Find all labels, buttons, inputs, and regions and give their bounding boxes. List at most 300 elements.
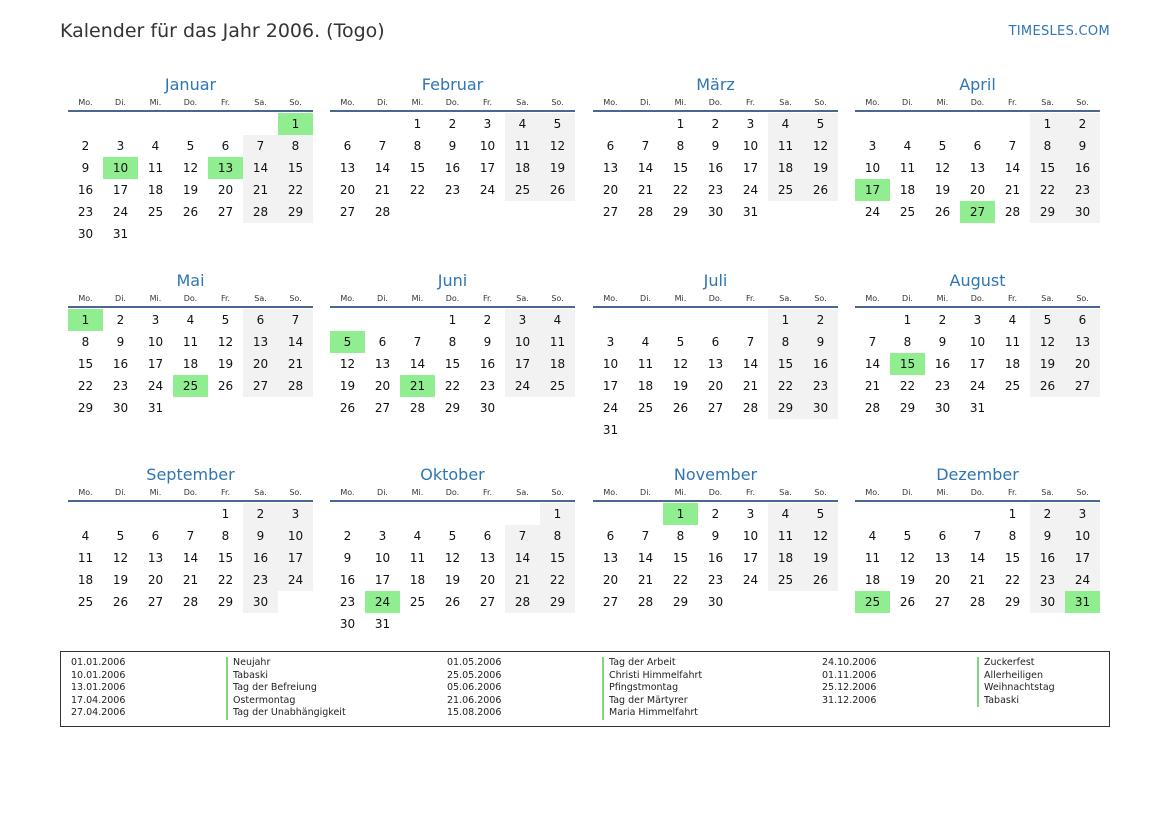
weekday-label: Fr. xyxy=(220,488,231,497)
weekday-label: Fr. xyxy=(1007,294,1018,303)
day-cell: 5 xyxy=(1030,309,1065,331)
weekday-label: Di. xyxy=(640,294,651,303)
day-cell: 2 xyxy=(1030,503,1065,525)
weekday-header xyxy=(68,96,313,112)
day-cell: 20 xyxy=(243,353,278,375)
day-cell: 12 xyxy=(339,357,356,371)
weekday-label: Mo. xyxy=(78,98,93,107)
weekday-label: Sa. xyxy=(1041,294,1054,303)
weekday-label: Fr. xyxy=(745,488,756,497)
day-cell: 24 xyxy=(479,183,496,197)
empty-cell xyxy=(400,309,435,331)
day-cell: 4 xyxy=(903,139,912,153)
day-cell: 30 xyxy=(243,591,278,613)
weekday-label: Sa. xyxy=(516,488,529,497)
weekday-label: Mi. xyxy=(149,98,162,107)
day-cell: 27 xyxy=(479,595,496,609)
day-cell: 17 xyxy=(147,357,164,371)
weekday-label: Do. xyxy=(445,488,460,497)
weekday-label: Di. xyxy=(902,488,913,497)
day-cell: 6 xyxy=(606,139,615,153)
day-cell: 1 xyxy=(413,117,422,131)
day-cell: 16 xyxy=(479,357,496,371)
day-cell: 23 xyxy=(444,183,461,197)
holiday-date: 31.12.2006 xyxy=(822,694,877,706)
day-cell: 27 xyxy=(374,401,391,415)
weekday-label: Mi. xyxy=(411,294,424,303)
day-cell: 5 xyxy=(676,335,685,349)
day-grid xyxy=(68,309,313,419)
weekday-label: Sa. xyxy=(1041,488,1054,497)
empty-cell xyxy=(855,309,890,331)
weekday-label: Mo. xyxy=(603,294,618,303)
holiday-day: 1 xyxy=(278,113,313,135)
day-cell: 6 xyxy=(243,309,278,331)
weekday-label: Di. xyxy=(902,98,913,107)
day-cell: 7 xyxy=(973,529,982,543)
month-juni xyxy=(330,270,575,419)
weekday-label: Do. xyxy=(708,488,723,497)
day-cell: 19 xyxy=(182,183,199,197)
day-cell: 4 xyxy=(540,309,575,331)
holiday-name: Tag der Befreiung xyxy=(226,682,317,695)
weekday-label: So. xyxy=(1076,98,1089,107)
day-cell: 29 xyxy=(540,591,575,613)
day-cell: 29 xyxy=(444,401,461,415)
day-cell: 6 xyxy=(711,335,720,349)
day-cell: 9 xyxy=(81,161,90,175)
day-cell: 8 xyxy=(903,335,912,349)
month-name: Juni xyxy=(437,271,468,290)
weekday-label: Mo. xyxy=(603,98,618,107)
day-cell: 27 xyxy=(147,595,164,609)
day-cell: 26 xyxy=(339,401,356,415)
day-cell: 30 xyxy=(707,205,724,219)
holiday-date: 01.01.2006 xyxy=(71,657,126,668)
day-cell: 26 xyxy=(934,205,951,219)
day-cell: 22 xyxy=(278,179,313,201)
day-cell: 31 xyxy=(374,617,391,631)
day-cell: 5 xyxy=(448,529,457,543)
day-cell: 4 xyxy=(768,113,803,135)
day-cell: 12 xyxy=(540,135,575,157)
day-cell: 7 xyxy=(641,529,650,543)
day-cell: 28 xyxy=(182,595,199,609)
day-cell: 8 xyxy=(1008,529,1017,543)
day-cell: 11 xyxy=(147,161,164,175)
day-cell: 15 xyxy=(444,357,461,371)
day-cell: 21 xyxy=(637,183,654,197)
day-cell: 11 xyxy=(637,357,654,371)
weekday-label: Do. xyxy=(708,294,723,303)
weekday-label: Sa. xyxy=(779,98,792,107)
weekday-header xyxy=(855,486,1100,502)
day-cell: 28 xyxy=(278,375,313,397)
day-cell: 1 xyxy=(1030,113,1065,135)
holiday-list xyxy=(60,651,1110,727)
empty-cell xyxy=(68,113,103,135)
day-cell: 4 xyxy=(641,335,650,349)
day-cell: 27 xyxy=(934,595,951,609)
day-cell: 30 xyxy=(77,227,94,241)
day-cell: 14 xyxy=(1004,161,1021,175)
day-cell: 31 xyxy=(969,401,986,415)
day-cell: 9 xyxy=(483,335,492,349)
holiday-day: 24 xyxy=(365,591,400,613)
weekday-label: Di. xyxy=(115,488,126,497)
day-cell: 1 xyxy=(448,313,457,327)
weekday-label: Fr. xyxy=(482,488,493,497)
day-cell: 2 xyxy=(116,313,125,327)
day-cell: 29 xyxy=(278,201,313,223)
day-cell: 20 xyxy=(217,183,234,197)
day-cell: 14 xyxy=(505,547,540,569)
day-cell: 27 xyxy=(243,375,278,397)
day-cell: 12 xyxy=(182,161,199,175)
day-cell: 21 xyxy=(1004,183,1021,197)
day-cell: 2 xyxy=(483,313,492,327)
day-cell: 8 xyxy=(278,135,313,157)
day-cell: 30 xyxy=(1030,591,1065,613)
weekday-label: Do. xyxy=(708,98,723,107)
day-cell: 14 xyxy=(864,357,881,371)
holiday-name: Tag der Märtyrer xyxy=(602,695,688,708)
day-cell: 13 xyxy=(602,551,619,565)
holiday-date: 01.11.2006 xyxy=(822,669,877,681)
weekday-label: Fr. xyxy=(220,98,231,107)
month-märz xyxy=(593,74,838,223)
month-januar xyxy=(68,74,313,245)
day-cell: 2 xyxy=(803,309,838,331)
day-cell: 12 xyxy=(803,525,838,547)
day-cell: 22 xyxy=(1004,573,1021,587)
day-cell: 25 xyxy=(77,595,94,609)
day-cell: 27 xyxy=(217,205,234,219)
day-cell: 10 xyxy=(742,529,759,543)
day-cell: 4 xyxy=(413,529,422,543)
day-cell: 30 xyxy=(803,397,838,419)
day-cell: 28 xyxy=(243,201,278,223)
day-cell: 13 xyxy=(147,551,164,565)
day-cell: 8 xyxy=(540,525,575,547)
month-april xyxy=(855,74,1100,223)
day-cell: 26 xyxy=(217,379,234,393)
day-cell: 20 xyxy=(147,573,164,587)
day-cell: 16 xyxy=(1030,547,1065,569)
day-cell: 4 xyxy=(186,313,195,327)
day-cell: 19 xyxy=(899,573,916,587)
empty-cell xyxy=(138,503,173,525)
day-cell: 28 xyxy=(864,401,881,415)
month-juli xyxy=(593,270,838,441)
day-cell: 1 xyxy=(903,313,912,327)
day-cell: 17 xyxy=(742,551,759,565)
day-cell: 14 xyxy=(243,157,278,179)
day-cell: 9 xyxy=(1030,525,1065,547)
day-cell: 3 xyxy=(1065,503,1100,525)
weekday-label: Do. xyxy=(970,98,985,107)
month-name: Dezember xyxy=(936,465,1019,484)
day-cell: 13 xyxy=(243,331,278,353)
month-mai xyxy=(68,270,313,419)
weekday-label: Mi. xyxy=(674,488,687,497)
weekday-label: Mi. xyxy=(674,98,687,107)
day-cell: 7 xyxy=(746,335,755,349)
empty-cell xyxy=(733,309,768,331)
day-cell: 10 xyxy=(969,335,986,349)
weekday-label: So. xyxy=(289,294,302,303)
empty-cell xyxy=(470,503,505,525)
day-cell: 14 xyxy=(742,357,759,371)
empty-cell xyxy=(330,113,365,135)
day-cell: 15 xyxy=(278,157,313,179)
day-cell: 22 xyxy=(899,379,916,393)
day-cell: 23 xyxy=(112,379,129,393)
weekday-label: Mi. xyxy=(149,294,162,303)
day-cell: 10 xyxy=(1065,525,1100,547)
day-cell: 23 xyxy=(707,183,724,197)
day-cell: 1 xyxy=(676,117,685,131)
empty-cell xyxy=(890,113,925,135)
weekday-label: Do. xyxy=(183,98,198,107)
weekday-label: Di. xyxy=(377,294,388,303)
day-cell: 13 xyxy=(934,551,951,565)
empty-cell xyxy=(855,113,890,135)
day-cell: 25 xyxy=(1004,379,1021,393)
day-cell: 20 xyxy=(602,183,619,197)
weekday-label: So. xyxy=(551,294,564,303)
weekday-label: Di. xyxy=(115,98,126,107)
day-cell: 12 xyxy=(444,551,461,565)
day-cell: 22 xyxy=(77,379,94,393)
weekday-label: Fr. xyxy=(482,98,493,107)
day-cell: 6 xyxy=(221,139,230,153)
day-cell: 27 xyxy=(1065,375,1100,397)
month-name: Juli xyxy=(703,271,728,290)
day-cell: 24 xyxy=(742,183,759,197)
day-cell: 22 xyxy=(217,573,234,587)
day-cell: 19 xyxy=(444,573,461,587)
day-cell: 13 xyxy=(1065,331,1100,353)
holiday-date: 10.01.2006 xyxy=(71,669,126,681)
day-cell: 15 xyxy=(672,161,689,175)
day-cell: 17 xyxy=(112,183,129,197)
empty-cell xyxy=(103,503,138,525)
day-cell: 23 xyxy=(339,595,356,609)
day-cell: 7 xyxy=(243,135,278,157)
day-cell: 9 xyxy=(448,139,457,153)
day-cell: 14 xyxy=(637,161,654,175)
day-cell: 25 xyxy=(505,179,540,201)
day-cell: 9 xyxy=(116,335,125,349)
weekday-label: Mo. xyxy=(340,98,355,107)
day-cell: 26 xyxy=(672,401,689,415)
month-name: August xyxy=(949,271,1006,290)
day-cell: 3 xyxy=(868,139,877,153)
day-cell: 24 xyxy=(112,205,129,219)
day-cell: 16 xyxy=(803,353,838,375)
day-cell: 8 xyxy=(413,139,422,153)
day-cell: 26 xyxy=(899,595,916,609)
day-cell: 19 xyxy=(803,547,838,569)
day-cell: 18 xyxy=(768,157,803,179)
day-cell: 3 xyxy=(378,529,387,543)
day-cell: 15 xyxy=(540,547,575,569)
day-cell: 21 xyxy=(969,573,986,587)
day-cell: 12 xyxy=(217,335,234,349)
day-cell: 15 xyxy=(672,551,689,565)
day-cell: 3 xyxy=(483,117,492,131)
month-name: Januar xyxy=(164,75,217,94)
weekday-label: Mi. xyxy=(149,488,162,497)
day-cell: 7 xyxy=(1008,139,1017,153)
day-cell: 4 xyxy=(768,503,803,525)
empty-cell xyxy=(365,113,400,135)
empty-cell xyxy=(628,503,663,525)
empty-cell xyxy=(330,503,365,525)
day-cell: 21 xyxy=(742,379,759,393)
day-cell: 5 xyxy=(186,139,195,153)
day-cell: 18 xyxy=(182,357,199,371)
day-cell: 10 xyxy=(374,551,391,565)
day-cell: 20 xyxy=(1065,353,1100,375)
day-cell: 16 xyxy=(339,573,356,587)
day-cell: 7 xyxy=(186,529,195,543)
day-cell: 20 xyxy=(374,379,391,393)
weekday-header xyxy=(68,486,313,502)
day-cell: 11 xyxy=(77,551,94,565)
empty-cell xyxy=(593,113,628,135)
holiday-day: 25 xyxy=(855,591,890,613)
day-cell: 26 xyxy=(444,595,461,609)
weekday-label: Di. xyxy=(640,488,651,497)
day-cell: 13 xyxy=(969,161,986,175)
day-cell: 25 xyxy=(540,375,575,397)
holiday-date: 25.05.2006 xyxy=(447,669,502,681)
weekday-label: Mi. xyxy=(674,294,687,303)
day-cell: 3 xyxy=(746,507,755,521)
day-cell: 21 xyxy=(278,353,313,375)
day-cell: 9 xyxy=(343,551,352,565)
day-cell: 19 xyxy=(217,357,234,371)
day-cell: 23 xyxy=(243,569,278,591)
day-cell: 2 xyxy=(1065,113,1100,135)
day-cell: 16 xyxy=(707,551,724,565)
day-cell: 25 xyxy=(768,569,803,591)
weekday-label: Fr. xyxy=(1007,98,1018,107)
day-cell: 1 xyxy=(540,503,575,525)
month-februar xyxy=(330,74,575,223)
weekday-header xyxy=(593,292,838,308)
day-grid xyxy=(593,503,838,613)
holiday-name: Pfingstmontag xyxy=(602,682,678,695)
day-cell: 3 xyxy=(606,335,615,349)
weekday-label: Sa. xyxy=(254,488,267,497)
weekday-label: Fr. xyxy=(482,294,493,303)
day-cell: 9 xyxy=(711,529,720,543)
weekday-header xyxy=(593,96,838,112)
empty-cell xyxy=(173,503,208,525)
empty-cell xyxy=(400,503,435,525)
empty-cell xyxy=(330,309,365,331)
day-cell: 11 xyxy=(768,135,803,157)
day-cell: 13 xyxy=(339,161,356,175)
brand-link[interactable]: TIMESLES.COM xyxy=(1008,24,1110,39)
holiday-name: Ostermontag xyxy=(226,695,295,708)
empty-cell xyxy=(628,113,663,135)
weekday-label: Mo. xyxy=(340,488,355,497)
holiday-day: 15 xyxy=(890,353,925,375)
day-cell: 12 xyxy=(899,551,916,565)
day-cell: 28 xyxy=(374,205,391,219)
day-cell: 28 xyxy=(505,591,540,613)
day-cell: 23 xyxy=(803,375,838,397)
day-cell: 7 xyxy=(278,309,313,331)
empty-cell xyxy=(925,503,960,525)
day-cell: 30 xyxy=(1065,201,1100,223)
day-cell: 22 xyxy=(1030,179,1065,201)
day-cell: 9 xyxy=(711,139,720,153)
day-cell: 24 xyxy=(969,379,986,393)
day-cell: 15 xyxy=(217,551,234,565)
day-grid xyxy=(330,113,575,223)
day-cell: 30 xyxy=(479,401,496,415)
day-cell: 5 xyxy=(221,313,230,327)
day-cell: 3 xyxy=(151,313,160,327)
weekday-label: Do. xyxy=(445,294,460,303)
day-cell: 4 xyxy=(81,529,90,543)
weekday-header xyxy=(68,292,313,308)
day-cell: 6 xyxy=(483,529,492,543)
day-cell: 3 xyxy=(505,309,540,331)
day-cell: 18 xyxy=(505,157,540,179)
holiday-day: 1 xyxy=(663,503,698,525)
day-cell: 26 xyxy=(112,595,129,609)
empty-cell xyxy=(505,503,540,525)
day-cell: 10 xyxy=(505,331,540,353)
day-cell: 6 xyxy=(973,139,982,153)
day-cell: 23 xyxy=(1030,569,1065,591)
day-cell: 3 xyxy=(116,139,125,153)
day-cell: 29 xyxy=(899,401,916,415)
day-cell: 11 xyxy=(899,161,916,175)
weekday-label: Mo. xyxy=(340,294,355,303)
day-cell: 24 xyxy=(602,401,619,415)
day-cell: 31 xyxy=(112,227,129,241)
day-cell: 12 xyxy=(112,551,129,565)
day-cell: 10 xyxy=(147,335,164,349)
day-cell: 28 xyxy=(637,595,654,609)
weekday-label: So. xyxy=(1076,294,1089,303)
day-cell: 25 xyxy=(637,401,654,415)
empty-cell xyxy=(960,113,995,135)
day-cell: 20 xyxy=(707,379,724,393)
day-cell: 2 xyxy=(711,117,720,131)
day-cell: 10 xyxy=(278,525,313,547)
day-cell: 26 xyxy=(540,179,575,201)
day-cell: 13 xyxy=(602,161,619,175)
weekday-label: Fr. xyxy=(1007,488,1018,497)
day-cell: 9 xyxy=(803,331,838,353)
day-cell: 9 xyxy=(938,335,947,349)
weekday-label: So. xyxy=(551,98,564,107)
day-cell: 6 xyxy=(378,335,387,349)
day-cell: 11 xyxy=(182,335,199,349)
day-cell: 10 xyxy=(864,161,881,175)
day-cell: 10 xyxy=(602,357,619,371)
day-cell: 19 xyxy=(540,157,575,179)
day-cell: 15 xyxy=(1004,551,1021,565)
